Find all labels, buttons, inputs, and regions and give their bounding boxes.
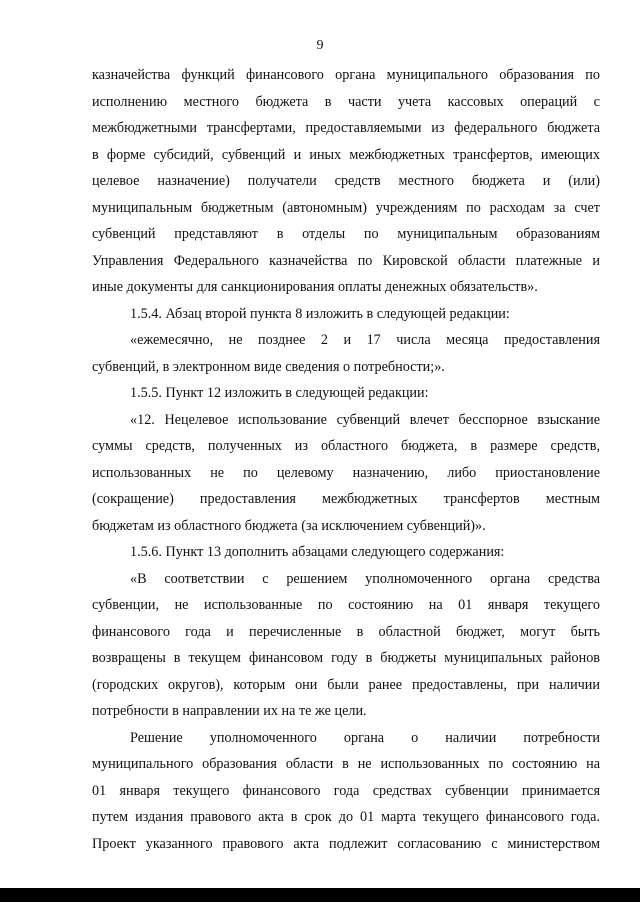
text-line: иные документы для санкционирования оплаты денежных обязательств». (92, 279, 538, 295)
text-line: Управления Федерального казначейства по Кировской области платежные и (92, 252, 600, 269)
text-line: финансового года и перечисленные в областной бюджет, могут быть (92, 623, 600, 640)
text-line: 1.5.4. Абзац второй пункта 8 изложить в следующей редакции: (130, 305, 510, 322)
text-line: казначейства функций финансового органа муниципального образования по (92, 67, 600, 83)
text-line: 01 января текущего финансового года средствах субвенции принимается (92, 782, 600, 799)
text-line: использованных не по целевому назначению, либо приостановление (92, 464, 600, 481)
text-line: путем издания правового акта в срок до 01 марта текущего финансового года. (92, 809, 600, 825)
text-line: муниципальным бюджетным (автономным) учреждениям по расходам за счет (92, 199, 600, 216)
text-line: Проект указанного правового акта подлежит согласованию с министерством (92, 835, 600, 852)
text-line: исполнению местного бюджета в части учета кассовых операций с (92, 93, 600, 110)
text-line: Решение уполномоченного органа о наличии потребности (130, 729, 600, 746)
text-line: потребности в направлении их на те же цели. (92, 703, 367, 719)
text-line: (сокращение) предоставления межбюджетных трансфертов местным (92, 491, 600, 507)
text-line: межбюджетными трансфертами, предоставляемыми из федерального бюджета (92, 120, 600, 136)
text-line: муниципального образования области в не использованных по состоянию на (92, 756, 600, 772)
text-line: «В соответствии с решением уполномоченного органа средства (130, 570, 600, 587)
text-line: 1.5.6. Пункт 13 дополнить абзацами следующего содержания: (130, 544, 505, 560)
text-line: возвращены в текущем финансовом году в бюджеты муниципальных районов (92, 650, 600, 666)
text-line: бюджетам из областного бюджета (за исключением субвенций)». (92, 517, 486, 534)
text-line: (городских округов), которым они были ранее предоставлены, при наличии (92, 676, 600, 693)
text-line: «12. Нецелевое использование субвенций влечет бесспорное взыскание (130, 411, 600, 428)
text-line: субвенций представляют в отделы по муниципальным образованиям (92, 226, 600, 242)
page-bottom-border (0, 888, 640, 902)
text-line: суммы средств, полученных из областного бюджета, в размере средств, (92, 438, 600, 454)
text-line: субвенции, не использованные по состоянию на 01 января текущего (92, 597, 600, 613)
text-line: в форме субсидий, субвенций и иных межбюджетных трансфертов, имеющих (92, 146, 600, 163)
text-line: 1.5.5. Пункт 12 изложить в следующей редакции: (130, 385, 429, 401)
page-number: 9 (316, 38, 324, 53)
text-line: целевое назначение) получатели средств местного бюджета и (или) (92, 173, 600, 189)
text-line: субвенций, в электронном виде сведения о потребности;». (92, 358, 445, 375)
document-body (92, 62, 600, 857)
text-line: «ежемесячно, не позднее 2 и 17 числа месяца предоставления (130, 332, 600, 348)
